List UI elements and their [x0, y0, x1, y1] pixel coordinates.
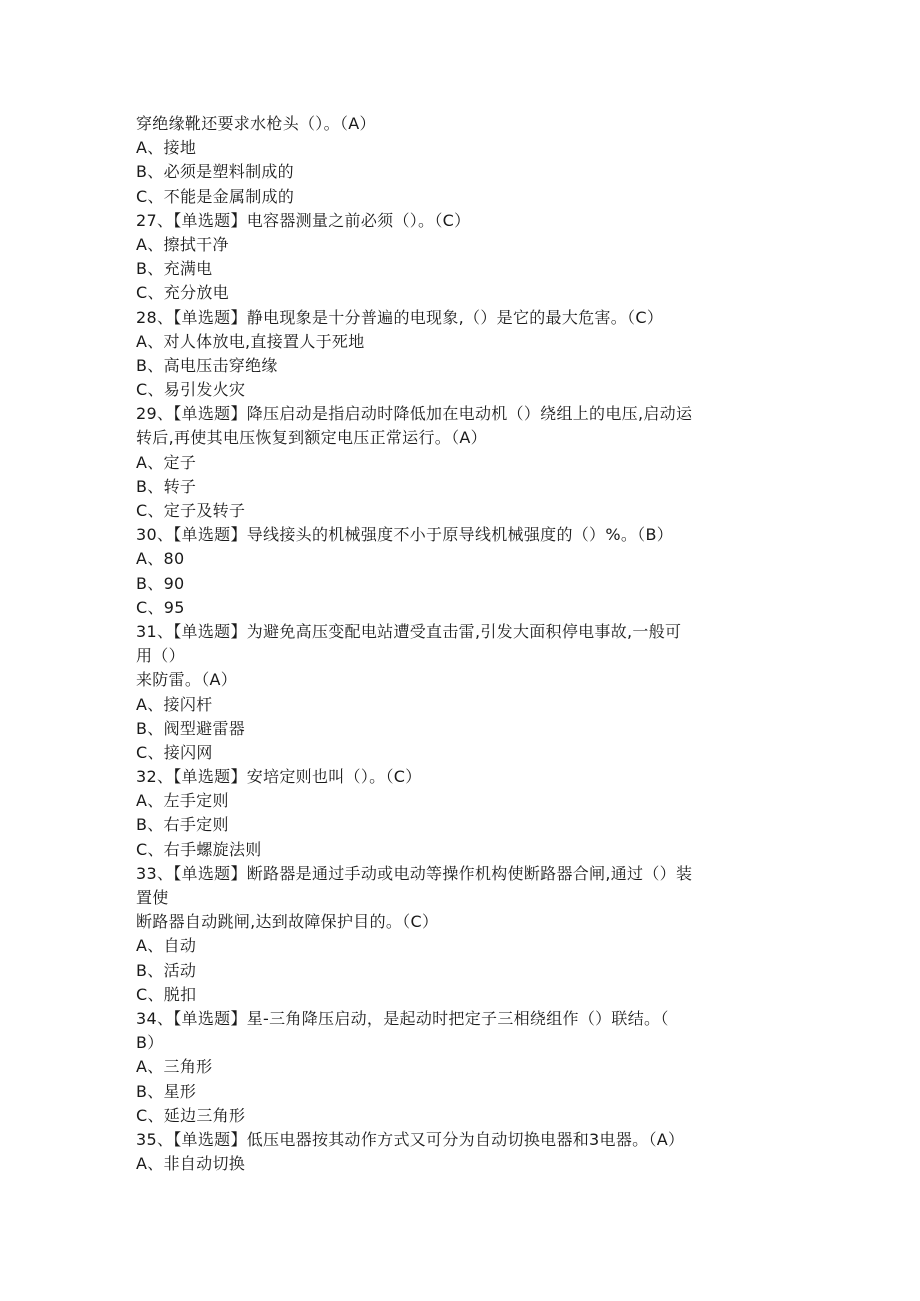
- text-line: 33、【单选题】断路器是通过手动或电动等操作机构使断路器合闸,通过（）装: [136, 863, 693, 883]
- text-line: B、90: [136, 573, 185, 593]
- text-line: B、阀型避雷器: [136, 718, 246, 738]
- text-line: 置使: [136, 888, 169, 907]
- text-line: B、星形: [136, 1081, 197, 1101]
- text-line: A、自动: [136, 936, 197, 956]
- text-line: B、右手定则: [136, 815, 229, 835]
- text-line: 断路器自动跳闸,达到故障保护目的。（C）: [136, 912, 439, 932]
- text-line: 穿绝缘靴还要求水枪头（）。（A）: [136, 114, 376, 133]
- text-line: B、活动: [136, 960, 197, 980]
- text-line: 用（）: [136, 646, 185, 666]
- text-line: 转后,再使其电压恢复到额定电压正常运行。（A）: [136, 428, 487, 448]
- text-line: C、95: [136, 597, 185, 617]
- text-line: C、接闪网: [136, 742, 213, 762]
- text-line: C、延边三角形: [136, 1105, 246, 1125]
- text-line: C、易引发火灾: [136, 380, 246, 400]
- text-line: 28、【单选题】静电现象是十分普遍的电现象,（）是它的最大危害。（C）: [136, 307, 664, 327]
- text-line: B、转子: [136, 476, 197, 496]
- text-line: 31、【单选题】为避免高压变配电站遭受直击雷,引发大面积停电事故,一般可: [136, 621, 682, 641]
- text-line: A、非自动切换: [136, 1154, 246, 1174]
- text-line: C、右手螺旋法则: [136, 839, 262, 859]
- text-line: 30、【单选题】导线接头的机械强度不小于原导线机械强度的（）%。（B）: [136, 525, 674, 545]
- text-line: B、必须是塑料制成的: [136, 162, 294, 182]
- text-line: C、定子及转子: [136, 501, 246, 520]
- text-line: C、充分放电: [136, 283, 229, 303]
- text-line: C、不能是金属制成的: [136, 186, 295, 206]
- text-line: B、充满电: [136, 259, 213, 279]
- text-line: A、擦拭干净: [136, 234, 229, 254]
- text-line: A、80: [136, 549, 185, 569]
- document-body: [136, 112, 786, 1176]
- text-line: 来防雷。（A）: [136, 670, 238, 690]
- text-line: A、接闪杆: [136, 694, 213, 714]
- text-line: A、定子: [136, 452, 197, 472]
- text-line: B、高电压击穿绝缘: [136, 355, 278, 375]
- text-line: C、脱扣: [136, 984, 197, 1004]
- text-line: B）: [136, 1033, 164, 1053]
- text-line: 35、【单选题】低压电器按其动作方式又可分为自动切换电器和3电器。（A）: [136, 1129, 685, 1149]
- text-line: 32、【单选题】安培定则也叫（）。（C）: [136, 767, 422, 787]
- text-line: 34、【单选题】星-三角降压启动，是起动时把定子三相绕组作（）联结。（: [136, 1008, 669, 1028]
- text-line: A、左手定则: [136, 791, 229, 811]
- text-line: A、三角形: [136, 1057, 213, 1077]
- text-line: 27、【单选题】电容器测量之前必须（）。（C）: [136, 210, 471, 230]
- text-line: A、对人体放电,直接置人于死地: [136, 331, 365, 351]
- text-line: A、接地: [136, 138, 197, 158]
- text-line: 29、【单选题】降压启动是指启动时降低加在电动机（）绕组上的电压,启动运: [136, 404, 693, 424]
